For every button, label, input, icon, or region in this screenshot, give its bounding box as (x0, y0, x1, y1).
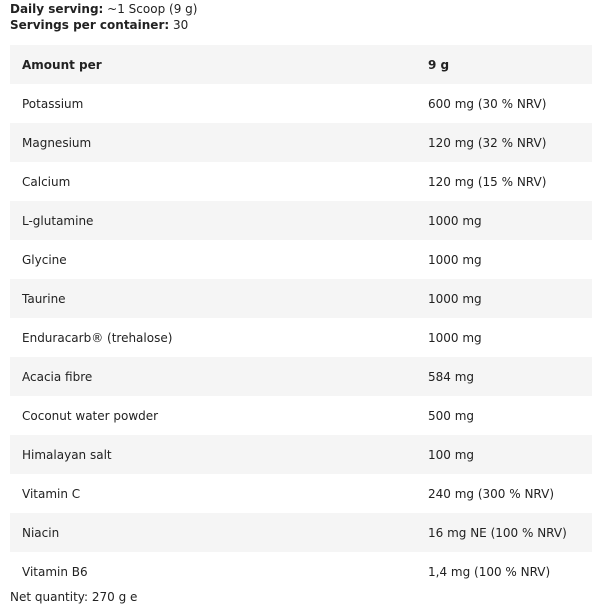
nutrient-amount: 120 mg (32 % NRV) (428, 135, 547, 150)
table-row (10, 357, 592, 396)
nutrition-table (10, 45, 592, 591)
nutrient-name: Vitamin C (22, 486, 81, 501)
table-row (10, 396, 592, 435)
table-row (10, 123, 592, 162)
nutrient-name: L-glutamine (22, 213, 94, 228)
nutrient-amount: 1,4 mg (100 % NRV) (428, 564, 551, 579)
table-row (10, 513, 592, 552)
table-row (10, 201, 592, 240)
table-row (10, 162, 592, 201)
nutrient-amount: 1000 mg (428, 291, 482, 306)
nutrient-name: Potassium (22, 96, 84, 111)
nutrient-amount: 240 mg (300 % NRV) (428, 486, 555, 501)
table-row (10, 552, 592, 591)
nutrient-name: Acacia fibre (22, 369, 93, 384)
table-row (10, 84, 592, 123)
table-row (10, 279, 592, 318)
nutrient-name: Calcium (22, 174, 71, 189)
header-amount-per: Amount per (22, 57, 102, 72)
nutrient-amount: 600 mg (30 % NRV) (428, 96, 547, 111)
nutrient-amount: 1000 mg (428, 213, 482, 228)
nutrient-name: Coconut water powder (22, 408, 159, 423)
servings-value: 30 (169, 18, 189, 32)
nutrient-amount: 500 mg (428, 408, 475, 423)
servings-label: Servings per container: (10, 18, 170, 32)
nutrient-amount: 1000 mg (428, 330, 482, 345)
nutrient-name: Himalayan salt (22, 447, 112, 462)
nutrient-name: Glycine (22, 252, 67, 267)
nutrient-amount: 120 mg (15 % NRV) (428, 174, 547, 189)
daily-serving-label: Daily serving: (10, 2, 104, 16)
daily-serving-value: ~1 Scoop (9 g) (103, 2, 198, 16)
servings-per-container (10, 17, 197, 33)
nutrient-name: Taurine (22, 291, 66, 306)
table-row (10, 435, 592, 474)
nutrient-name: Niacin (22, 525, 60, 540)
daily-serving (10, 1, 197, 17)
header-serving-size: 9 g (428, 57, 450, 72)
serving-info (10, 1, 197, 33)
nutrient-amount: 100 mg (428, 447, 475, 462)
table-row (10, 474, 592, 513)
nutrient-name: Magnesium (22, 135, 92, 150)
table-row (10, 318, 592, 357)
nutrient-amount: 16 mg NE (100 % NRV) (428, 525, 567, 540)
table-header-row (10, 45, 592, 84)
nutrient-amount: 1000 mg (428, 252, 482, 267)
nutrient-name: Vitamin B6 (22, 564, 88, 579)
table-row (10, 240, 592, 279)
nutrient-amount: 584 mg (428, 369, 475, 384)
net-quantity: Net quantity: 270 g e (10, 590, 138, 604)
nutrient-name: Enduracarb® (trehalose) (22, 330, 173, 345)
